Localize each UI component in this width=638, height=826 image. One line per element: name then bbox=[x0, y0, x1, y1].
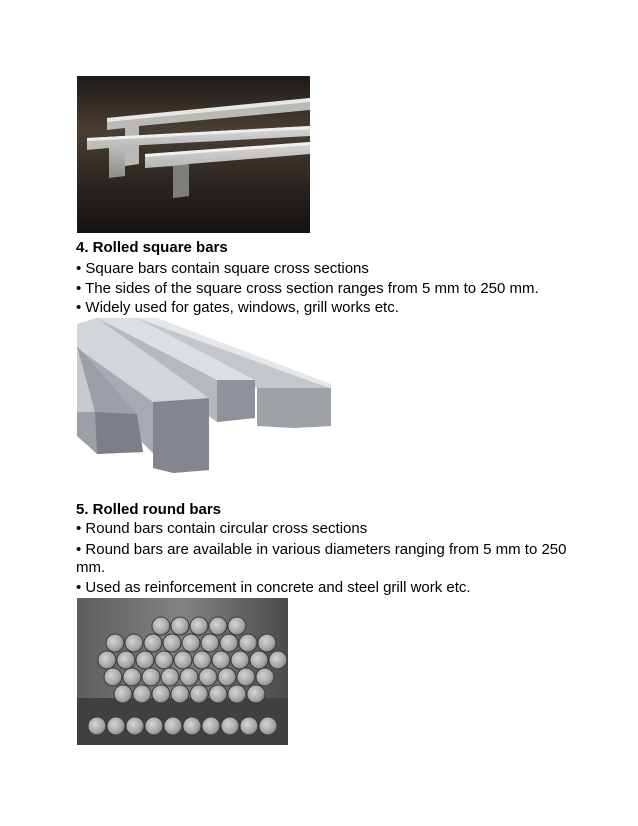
rod-end bbox=[180, 668, 198, 686]
section-5-bullet-2: • Round bars are available in various diameters ranging from 5 mm to 250 bbox=[76, 541, 567, 558]
rod-end bbox=[88, 717, 106, 735]
rod-end bbox=[182, 634, 200, 652]
rod-end bbox=[201, 634, 219, 652]
rod-end bbox=[171, 685, 189, 703]
rod-end bbox=[193, 651, 211, 669]
section-4-bullet-2: • The sides of the square cross section ranges from 5 mm to 250 mm. bbox=[76, 280, 539, 297]
rolled-tee-bars-photo bbox=[77, 76, 310, 233]
rod-end bbox=[98, 651, 116, 669]
rod-end bbox=[125, 634, 143, 652]
rod-end bbox=[174, 651, 192, 669]
rod-end bbox=[228, 617, 246, 635]
rod-end bbox=[209, 685, 227, 703]
rod-end bbox=[221, 717, 239, 735]
rod-end bbox=[106, 634, 124, 652]
rod-end bbox=[237, 668, 255, 686]
rod-end bbox=[231, 651, 249, 669]
rod-end bbox=[190, 685, 208, 703]
rod-end bbox=[190, 617, 208, 635]
rod-end bbox=[133, 685, 151, 703]
round-bars-photo bbox=[77, 598, 288, 745]
rod-end bbox=[250, 651, 268, 669]
rod-end bbox=[239, 634, 257, 652]
rod-end bbox=[126, 717, 144, 735]
rod-end bbox=[145, 717, 163, 735]
rod-end bbox=[259, 717, 277, 735]
rod-end bbox=[136, 651, 154, 669]
rod-end bbox=[183, 717, 201, 735]
rod-end bbox=[247, 685, 265, 703]
rod-end bbox=[117, 651, 135, 669]
rod-end bbox=[163, 634, 181, 652]
rod-end bbox=[199, 668, 217, 686]
rod-end bbox=[107, 717, 125, 735]
rod-end bbox=[240, 717, 258, 735]
rod-end bbox=[114, 685, 132, 703]
rod-end bbox=[161, 668, 179, 686]
rod-end bbox=[202, 717, 220, 735]
rod-end bbox=[142, 668, 160, 686]
rod-end bbox=[164, 717, 182, 735]
rod-end bbox=[152, 617, 170, 635]
section-5-heading: 5. Rolled round bars bbox=[76, 501, 222, 518]
rod-end bbox=[144, 634, 162, 652]
section-4-bullet-1: • Square bars contain square cross sections bbox=[76, 260, 369, 277]
rod-end bbox=[152, 685, 170, 703]
rod-end bbox=[269, 651, 287, 669]
section-4-heading: 4. Rolled square bars bbox=[76, 239, 228, 256]
rod-end bbox=[220, 634, 238, 652]
rod-end bbox=[123, 668, 141, 686]
section-5-bullet-3: mm. bbox=[76, 559, 106, 576]
section-5-bullet-1: • Round bars contain circular cross sections bbox=[76, 520, 368, 537]
rod-end bbox=[209, 617, 227, 635]
rod-end bbox=[258, 634, 276, 652]
section-4-bullet-3: • Widely used for gates, windows, grill works etc. bbox=[76, 299, 399, 316]
rod-end bbox=[228, 685, 246, 703]
rod-end bbox=[171, 617, 189, 635]
rod-end bbox=[256, 668, 274, 686]
rod-end bbox=[104, 668, 122, 686]
rod-end bbox=[212, 651, 230, 669]
rod-end bbox=[218, 668, 236, 686]
rod-end bbox=[155, 651, 173, 669]
square-bars-photo bbox=[77, 318, 331, 473]
section-5-bullet-4: • Used as reinforcement in concrete and steel grill work etc. bbox=[76, 579, 471, 596]
